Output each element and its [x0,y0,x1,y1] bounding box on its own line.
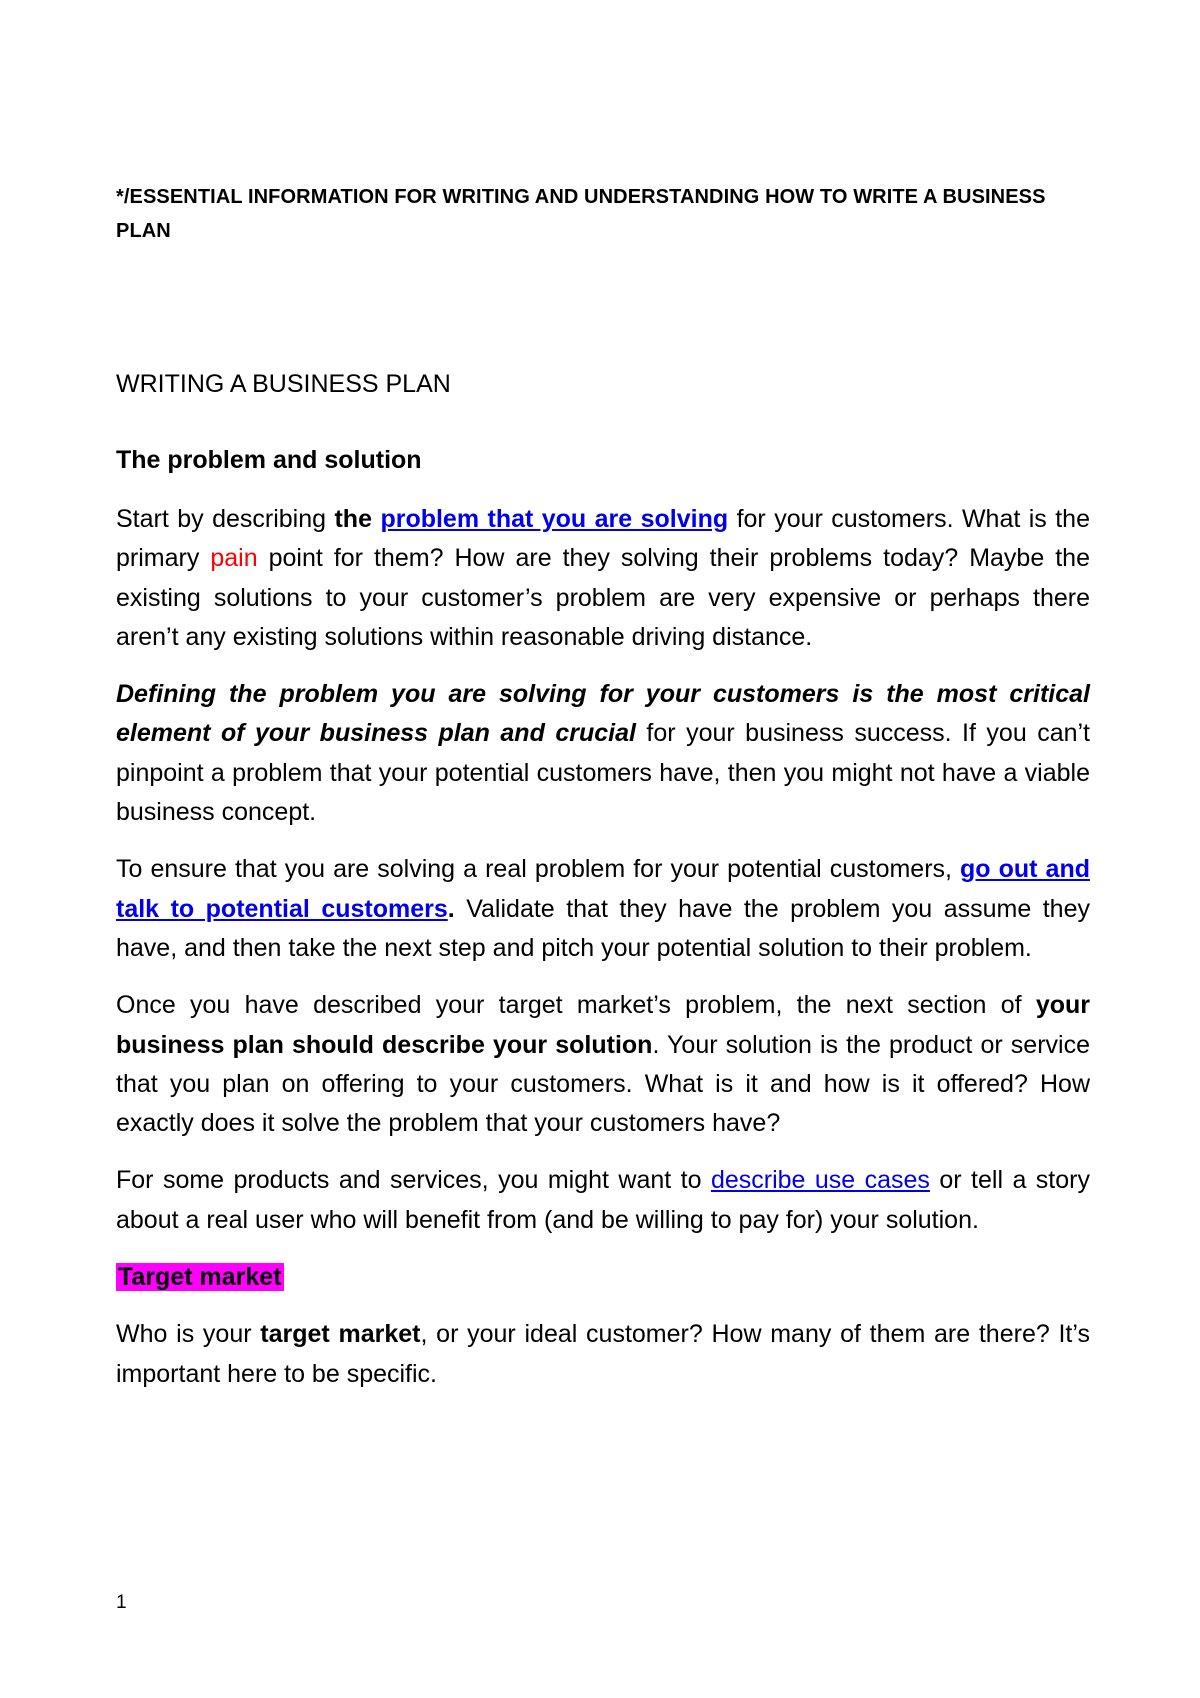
link-describe-use-cases[interactable]: describe use cases [710,1166,930,1195]
subsection-heading: The problem and solution [116,446,422,474]
highlighted-heading: Target market [118,1263,282,1292]
link-talk-to-customers[interactable]: go out and talk to potential customers [116,855,1090,923]
document-title: */ESSENTIAL INFORMATION FOR WRITING AND UNDERSTANDING HOW TO WRITE A BUSINESS PLAN [116,186,1046,242]
paragraph-defining: Defining the problem you are solving for your customers is the most critical element of your business plan and crucial for your business success. If you can’t pinpoint a problem that your potential customers have, then you might not have a viable business concept. [116,680,1091,827]
section-heading: WRITING A BUSINESS PLAN [116,370,451,398]
paragraph-problem: Start by describing the problem that you are solving for your customers. What is the primary pain point for them? How are they solving their problems today? Maybe the existing solutions to your customer’s problem are very expensive or perhaps there aren’t any existing solutions within reasonable driving distance. [116,505,1090,651]
target-market-heading [116,1258,1090,1297]
paragraph-use-cases: For some products and services, you might want to describe use cases or tell a story about a real user who will benefit from (and be willing to pay for) your solution. [116,1166,1090,1234]
paragraph-ensure: To ensure that you are solving a real problem for your potential customers, go out and talk to potential customers. Validate that they have the problem you assume they have, and then take the next step and pitch your potential solution to their problem. [116,855,1090,962]
pain-word: pain [210,544,258,573]
paragraph-target-market: Who is your target market, or your ideal customer? How many of them are there? It’s important here to be specific. [116,1320,1090,1388]
body-text [116,500,1090,1412]
link-problem-you-are-solving[interactable]: problem that you are solving [380,505,729,533]
paragraph-solution: Once you have described your target market’s problem, the next section of your business plan should describe your solution. Your solution is the product or service that you plan on offering to your customers. What is it and how is it offered? How exactly does it solve the problem that your customers have? [116,991,1090,1138]
page-content [116,180,1091,1388]
page-number: 1 [116,1592,127,1613]
